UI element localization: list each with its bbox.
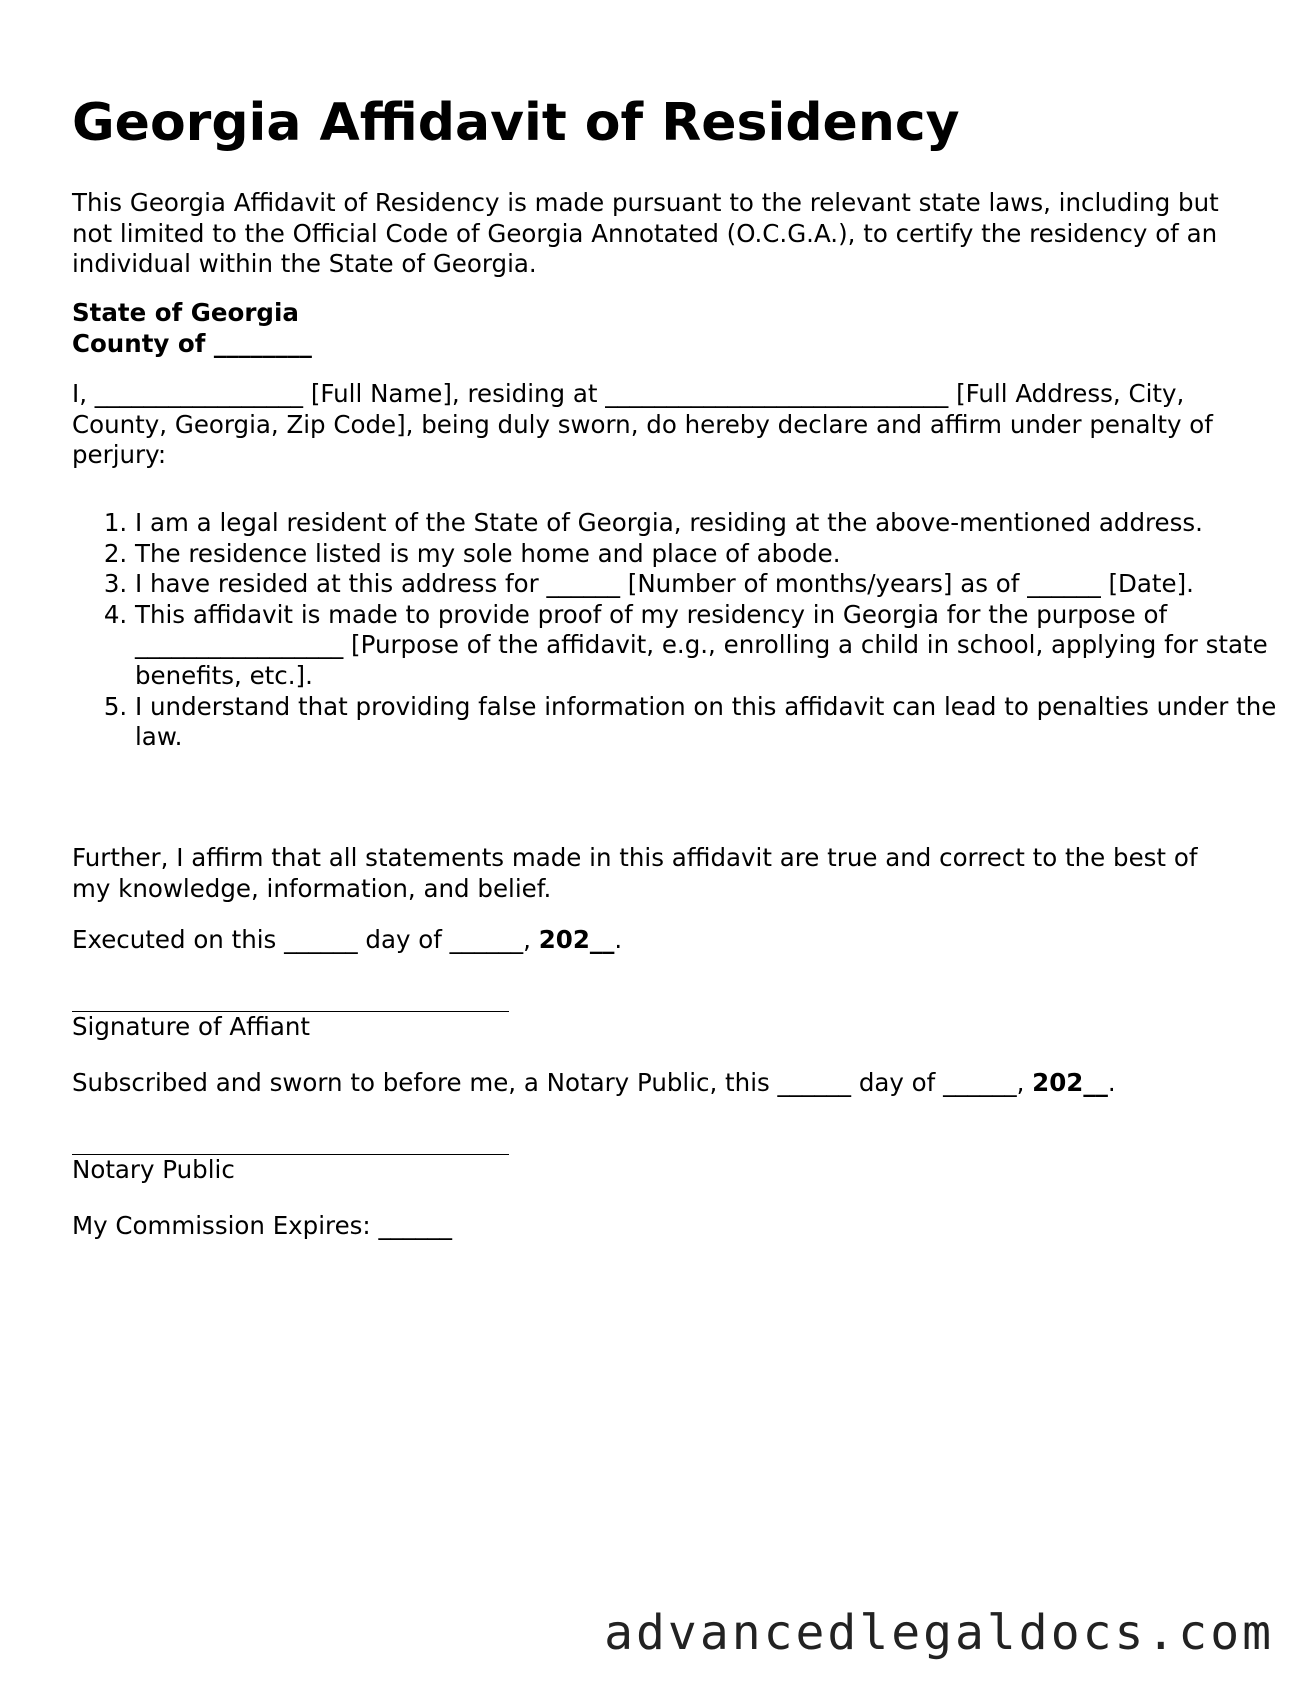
notary-subscription-line xyxy=(72,1068,1232,1099)
notary-signature-label: Notary Public xyxy=(72,1155,235,1184)
notary-prefix: Subscribed and sworn to before me, a Notary Public, this ______ day of ______, xyxy=(72,1068,1033,1097)
declaration-paragraph: I, _________________ [Full Name], residing at ____________________________ [Full Address, City, County, Georgia, Zip Code], being duly sworn, do hereby declare and affirm under penalty of perjury: xyxy=(72,379,1213,470)
list-item: 4. This affidavit is made to provide proof of my residency in Georgia for the purpose of _________________ [Purpose of the affidavit, e.g., enrolling a child in school, applying for state benefits, etc.]. xyxy=(135,600,1280,692)
document-title: Georgia Affidavit of Residency xyxy=(72,93,960,153)
notary-suffix: . xyxy=(1107,1068,1116,1097)
affiant-signature-label: Signature of Affiant xyxy=(72,1012,310,1041)
executed-year: 202__ xyxy=(538,925,615,954)
declaration-items-list xyxy=(72,508,1280,753)
affirmation-paragraph: Further, I affirm that all statements made in this affidavit are true and correct to the best of my knowledge, information, and belief. xyxy=(72,843,1198,903)
watermark: advancedlegaldocs.com xyxy=(604,1605,1274,1661)
executed-date-line xyxy=(72,925,1232,956)
venue-block xyxy=(72,298,1232,359)
list-item: 2. The residence listed is my sole home and place of abode. xyxy=(135,539,1280,570)
notary-year: 202__ xyxy=(1032,1068,1108,1097)
venue-county: County of ________ xyxy=(72,328,312,358)
list-item: 1. I am a legal resident of the State of Georgia, residing at the above-mentioned address. xyxy=(135,508,1280,539)
executed-prefix: Executed on this ______ day of ______, xyxy=(72,925,539,954)
intro-paragraph: This Georgia Affidavit of Residency is made pursuant to the relevant state laws, including but not limited to the Official Code of Georgia Annotated (O.C.G.A.), to certify the residency of an individual within the State of Georgia. xyxy=(72,188,1219,279)
list-item: 5. I understand that providing false information on this affidavit can lead to penalties under the law. xyxy=(135,692,1280,753)
list-item: 3. I have resided at this address for ______ [Number of months/years] as of ______ [Date]. xyxy=(135,569,1280,600)
executed-suffix: . xyxy=(614,925,623,954)
venue-state: State of Georgia xyxy=(72,298,299,327)
commission-expires-line: My Commission Expires: ______ xyxy=(72,1211,452,1240)
